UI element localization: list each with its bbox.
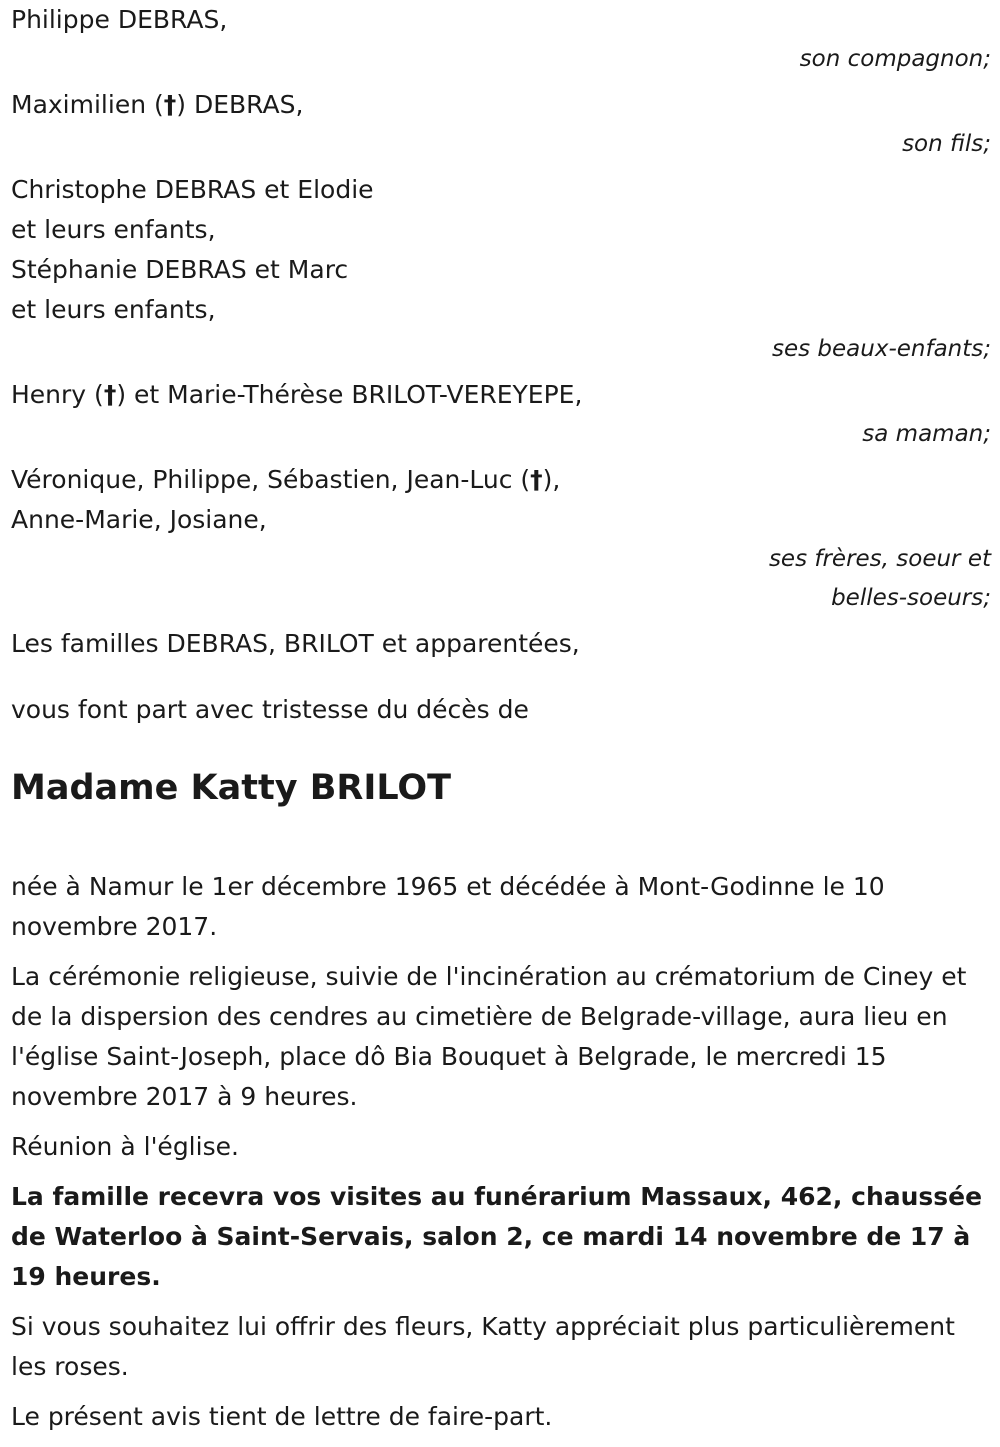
relation-label: sa maman; <box>862 421 991 447</box>
family-line: Philippe DEBRAS, <box>11 5 228 34</box>
relation-label: son fils; <box>902 131 991 157</box>
relation-label: belles-soeurs; <box>831 585 991 611</box>
notice-paragraph: Le présent avis tient de lettre de faire-part. <box>11 1402 553 1431</box>
family-line: Henry (†) et Marie-Thérèse BRILOT-VEREYEPE, <box>11 380 583 409</box>
family-line: Véronique, Philippe, Sébastien, Jean-Luc (†), <box>11 465 561 494</box>
family-group-mother <box>11 375 991 454</box>
family-group-son <box>11 85 991 164</box>
family-group-companion <box>11 0 991 79</box>
family-line: Maximilien (†) DEBRAS, <box>11 90 304 119</box>
relation-label: ses beaux-enfants; <box>771 336 991 362</box>
family-line: Stéphanie DEBRAS et Marc <box>11 255 349 284</box>
family-line: et leurs enfants, <box>11 295 216 324</box>
obituary-notice <box>11 0 991 1447</box>
families-line: Les familles DEBRAS, BRILOT et apparentées, <box>11 629 580 658</box>
family-line: Christophe DEBRAS et Elodie <box>11 175 374 204</box>
meeting-paragraph: Réunion à l'église. <box>11 1132 239 1161</box>
birth-death-paragraph: née à Namur le 1er décembre 1965 et décédée à Mont-Godinne le 10 novembre 2017. <box>11 872 885 941</box>
deceased-name: Madame Katty BRILOT <box>11 768 452 808</box>
relation-label: ses frères, soeur et <box>768 546 991 572</box>
announcement-line: vous font part avec tristesse du décès de <box>11 695 529 724</box>
ceremony-paragraph: La cérémonie religieuse, suivie de l'incinération au crématorium de Ciney et de la dispersion des cendres au cimetière de Belgrade-village, aura lieu en l'église Saint-Joseph, place dô Bia Bouquet à Belgrade, le mercredi 15 novembre 2017 à 9 heures. <box>11 962 967 1111</box>
flowers-paragraph: Si vous souhaitez lui offrir des fleurs, Katty appréciait plus particulièrement les roses. <box>11 1312 955 1381</box>
cross-icon: † <box>103 380 117 409</box>
family-group-siblings <box>11 460 991 618</box>
family-line: Anne-Marie, Josiane, <box>11 505 267 534</box>
cross-icon: † <box>163 90 177 119</box>
cross-icon: † <box>530 465 543 494</box>
visits-paragraph: La famille recevra vos visites au funérarium Massaux, 462, chaussée de Waterloo à Saint-Servais, salon 2, ce mardi 14 novembre de 17 à 19 heures. <box>11 1182 983 1291</box>
relation-label: son compagnon; <box>799 46 991 72</box>
family-group-stepchildren <box>11 170 991 369</box>
family-line: et leurs enfants, <box>11 215 216 244</box>
